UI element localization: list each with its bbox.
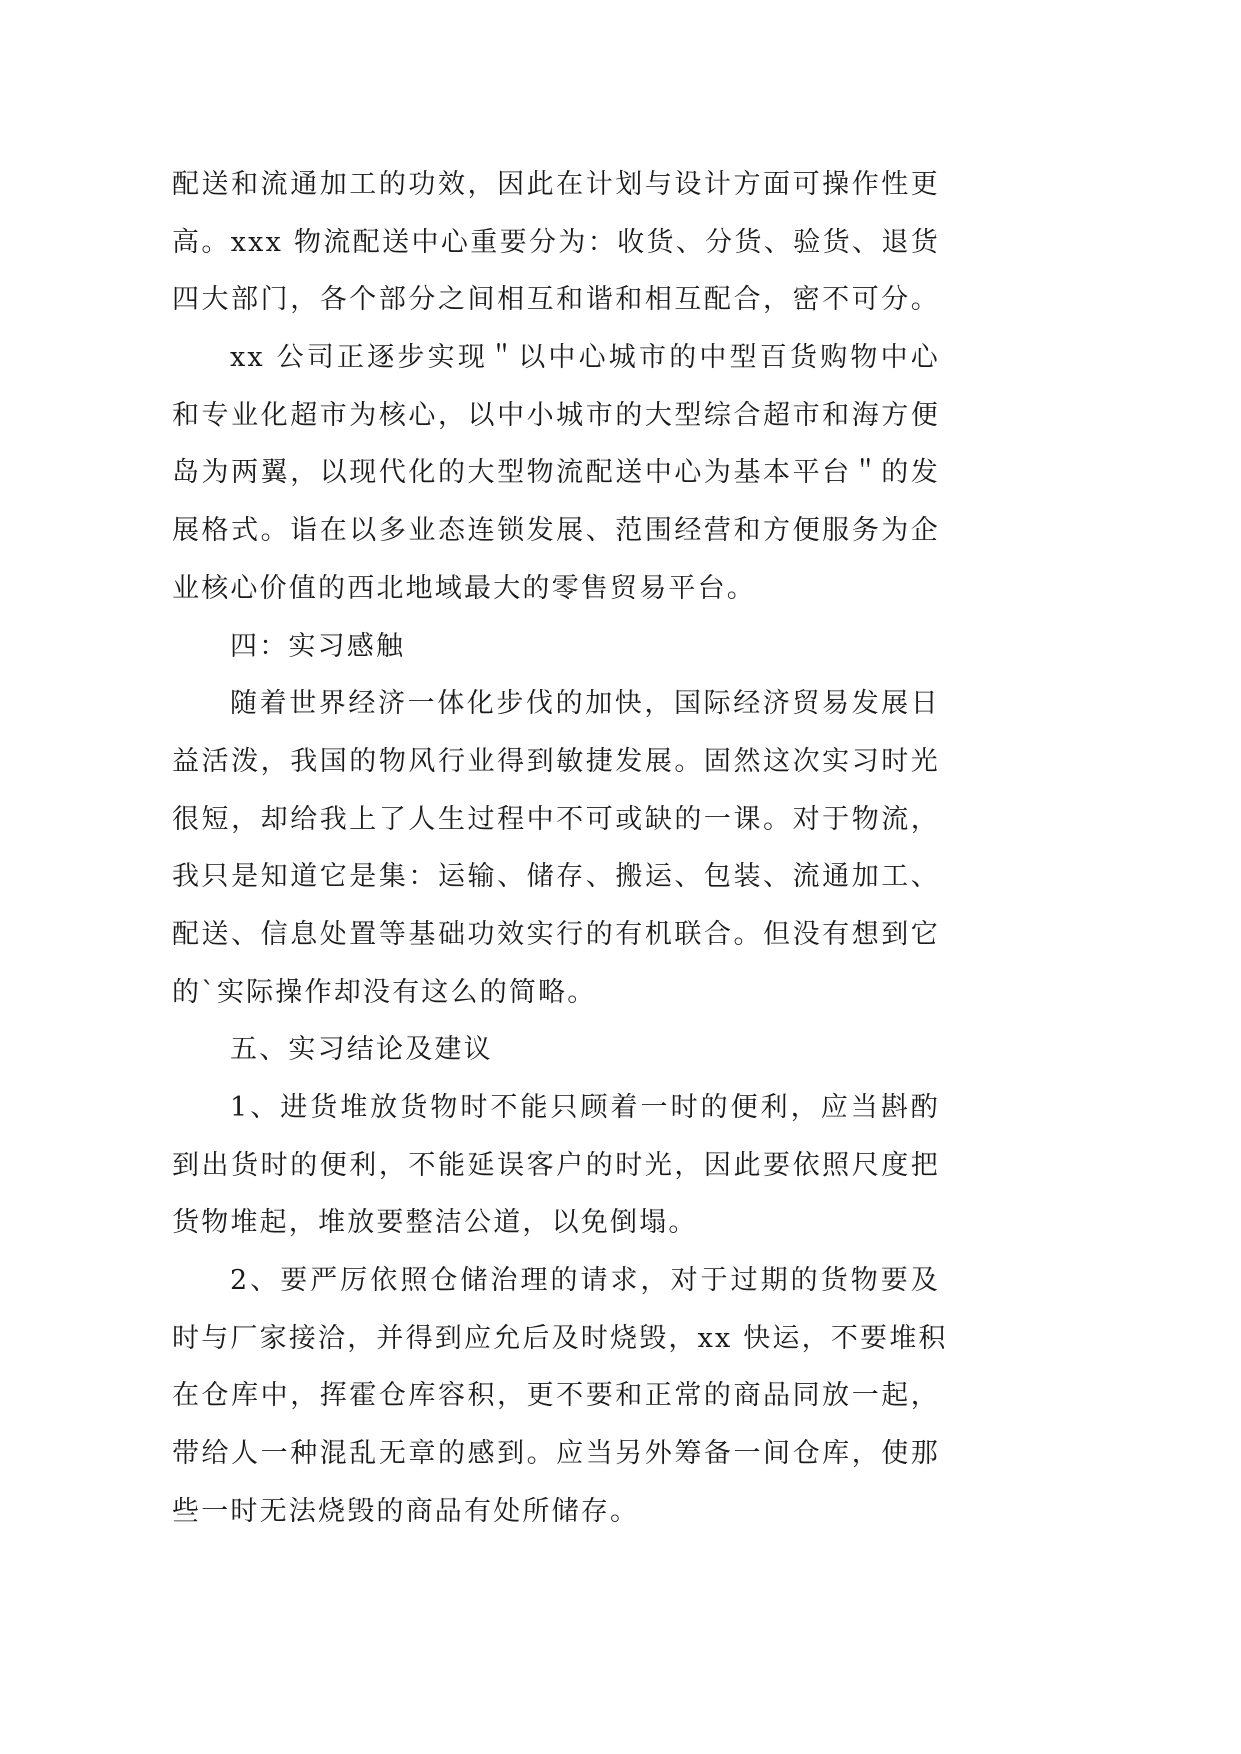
text-line: 很短，却给我上了人生过程中不可或缺的一课。对于物流， <box>172 803 940 835</box>
text-line: 高。xxx 物流配送中心重要分为：收货、分货、验货、退货 <box>172 226 940 258</box>
text-line: 的`实际操作却没有这么的简略。 <box>172 976 597 1008</box>
text-line: 展格式。诣在以多业态连锁发展、范围经营和方便服务为企 <box>172 515 940 547</box>
text-line: 到出货时的便利，不能延误客户的时光，因此要依照尺度把 <box>172 1149 940 1181</box>
text-line: 1、进货堆放货物时不能只顾着一时的便利，应当斟酌 <box>230 1092 940 1123</box>
text-line: 和专业化超市为核心，以中小城市的大型综合超市和海方便 <box>172 399 940 431</box>
document-body <box>172 156 972 1541</box>
paragraph <box>172 1079 972 1252</box>
text-line: 2、要严厉依照仓储治理的请求，对于过期的货物要及 <box>230 1265 940 1297</box>
section-heading <box>172 1021 972 1079</box>
text-line: 配送、信息处置等基础功效实行的有机联合。但没有想到它 <box>172 918 940 950</box>
text-line: 在仓库中，挥霍仓库容积，更不要和正常的商品同放一起， <box>172 1380 940 1412</box>
paragraph <box>172 329 972 617</box>
paragraph <box>172 1252 972 1540</box>
paragraph <box>172 675 972 1021</box>
text-line: 配送和流通加工的功效，因此在计划与设计方面可操作性更 <box>172 169 940 200</box>
paragraph <box>172 156 972 329</box>
text-line: 时与厂家接洽，并得到应允后及时烧毁，xx 快运，不要堆积 <box>172 1322 948 1354</box>
section-heading-text: 四：实习感触 <box>230 630 406 662</box>
text-line: 随着世界经济一体化步伐的加快，国际经济贸易发展日 <box>230 688 940 720</box>
text-line: 些一时无法烧毁的商品有处所储存。 <box>172 1495 640 1527</box>
text-line: 岛为两翼，以现代化的大型物流配送中心为基本平台＂的发 <box>172 457 940 489</box>
text-line: 货物堆起，堆放要整洁公道，以免倒塌。 <box>172 1207 698 1239</box>
text-line: 益活泼，我国的物风行业得到敏捷发展。固然这次实习时光 <box>172 745 940 777</box>
text-line: xx 公司正逐步实现＂以中心城市的中型百货购物中心 <box>230 342 940 374</box>
text-line: 带给人一种混乱无章的感到。应当另外筹备一间仓库，使那 <box>172 1438 940 1470</box>
text-line: 业核心价值的西北地域最大的零售贸易平台。 <box>172 572 756 604</box>
section-heading <box>172 618 972 676</box>
text-line: 我只是知道它是集：运输、储存、搬运、包装、流通加工、 <box>172 861 940 893</box>
section-heading-text: 五、实习结论及建议 <box>230 1034 493 1066</box>
text-line: 四大部门，各个部分之间相互和谐和相互配合，密不可分。 <box>172 284 940 316</box>
